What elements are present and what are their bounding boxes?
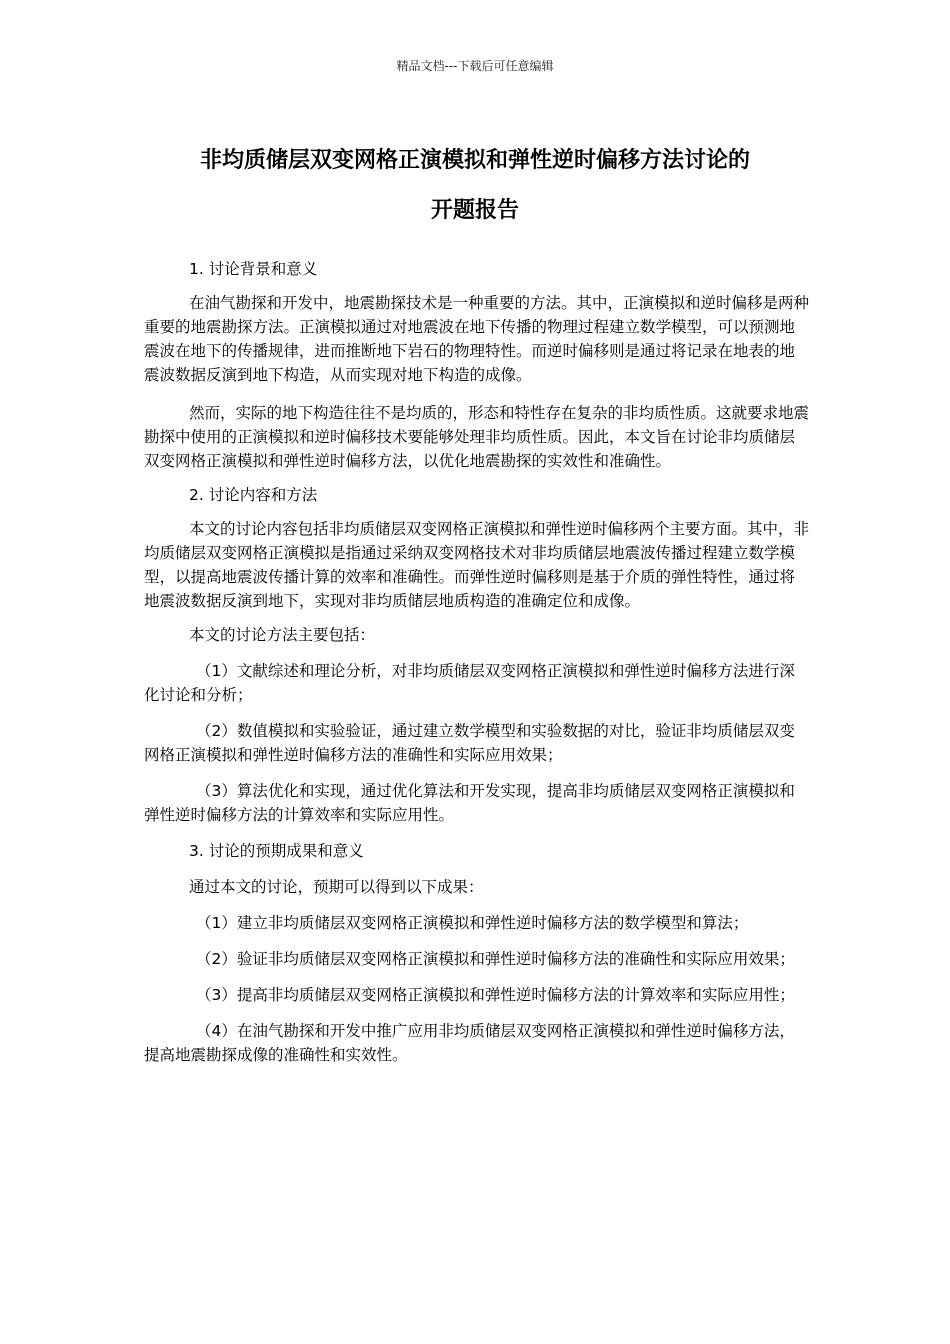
section-heading-background: 1. 讨论背景和意义 xyxy=(189,260,318,278)
result-item: （4）在油气勘探和开发中推广应用非均质储层双变网格正演模拟和弹性逆时偏移方法，提高地震勘探成像的准确性和实效性。 xyxy=(144,1022,795,1064)
paragraph: 本文的讨论内容包括非均质储层双变网格正演模拟和弹性逆时偏移两个主要方面。其中，非均质储层双变网格正演模拟是指通过采纳双变网格技术对非均质储层地震波传播过程建立数学模型，以提高地震波传播计算的效率和准确性。而弹性逆时偏移则是基于介质的弹性特性，通过将地震波数据反演到地下，实现对非均质储层地质构造的准确定位和成像。 xyxy=(144,520,810,610)
method-item: （2）数值模拟和实验验证，通过建立数学模型和实验数据的对比，验证非均质储层双变网格正演模拟和弹性逆时偏移方法的准确性和实际应用效果； xyxy=(144,722,795,764)
result-item: （2）验证非均质储层双变网格正演模拟和弹性逆时偏移方法的准确性和实际应用效果； xyxy=(196,950,795,968)
result-item: （3）提高非均质储层双变网格正演模拟和弹性逆时偏移方法的计算效率和实际应用性； xyxy=(196,986,795,1004)
result-item: （1）建立非均质储层双变网格正演模拟和弹性逆时偏移方法的数学模型和算法； xyxy=(196,914,749,932)
paragraph: 然而，实际的地下构造往往不是均质的，形态和特性存在复杂的非均质性质。这就要求地震勘探中使用的正演模拟和逆时偏移技术要能够处理非均质性质。因此，本文旨在讨论非均质储层双变网格正演模拟和弹性逆时偏移方法，以优化地震勘探的实效性和准确性。 xyxy=(144,404,810,470)
method-item: （1）文献综述和理论分析，对非均质储层双变网格正演模拟和弹性逆时偏移方法进行深化讨论和分析； xyxy=(144,662,795,704)
title-line-2: 开题报告 xyxy=(430,198,519,223)
document-title xyxy=(120,136,830,236)
title-line-1: 非均质储层双变网格正演模拟和弹性逆时偏移方法讨论的 xyxy=(199,148,750,173)
document-body xyxy=(144,257,810,1067)
page-header: 精品文档---下载后可任意编辑 xyxy=(396,59,554,73)
paragraph: 通过本文的讨论，预期可以得到以下成果： xyxy=(189,878,484,896)
method-item: （3）算法优化和实现，通过优化算法和开发实现，提高非均质储层双变网格正演模拟和弹性逆时偏移方法的计算效率和实际应用性。 xyxy=(144,782,795,824)
paragraph: 本文的讨论方法主要包括： xyxy=(189,626,376,644)
section-heading-content-methods: 2. 讨论内容和方法 xyxy=(189,486,318,504)
paragraph: 在油气勘探和开发中，地震勘探技术是一种重要的方法。其中，正演模拟和逆时偏移是两种重要的地震勘探方法。正演模拟通过对地震波在地下传播的物理过程建立数学模型，可以预测地震波在地下的传播规律，进而推断地下岩石的物理特性。而逆时偏移则是通过将记录在地表的地震波数据反演到地下构造，从而实现对地下构造的成像。 xyxy=(144,294,810,384)
section-heading-expected-results: 3. 讨论的预期成果和意义 xyxy=(189,842,364,860)
